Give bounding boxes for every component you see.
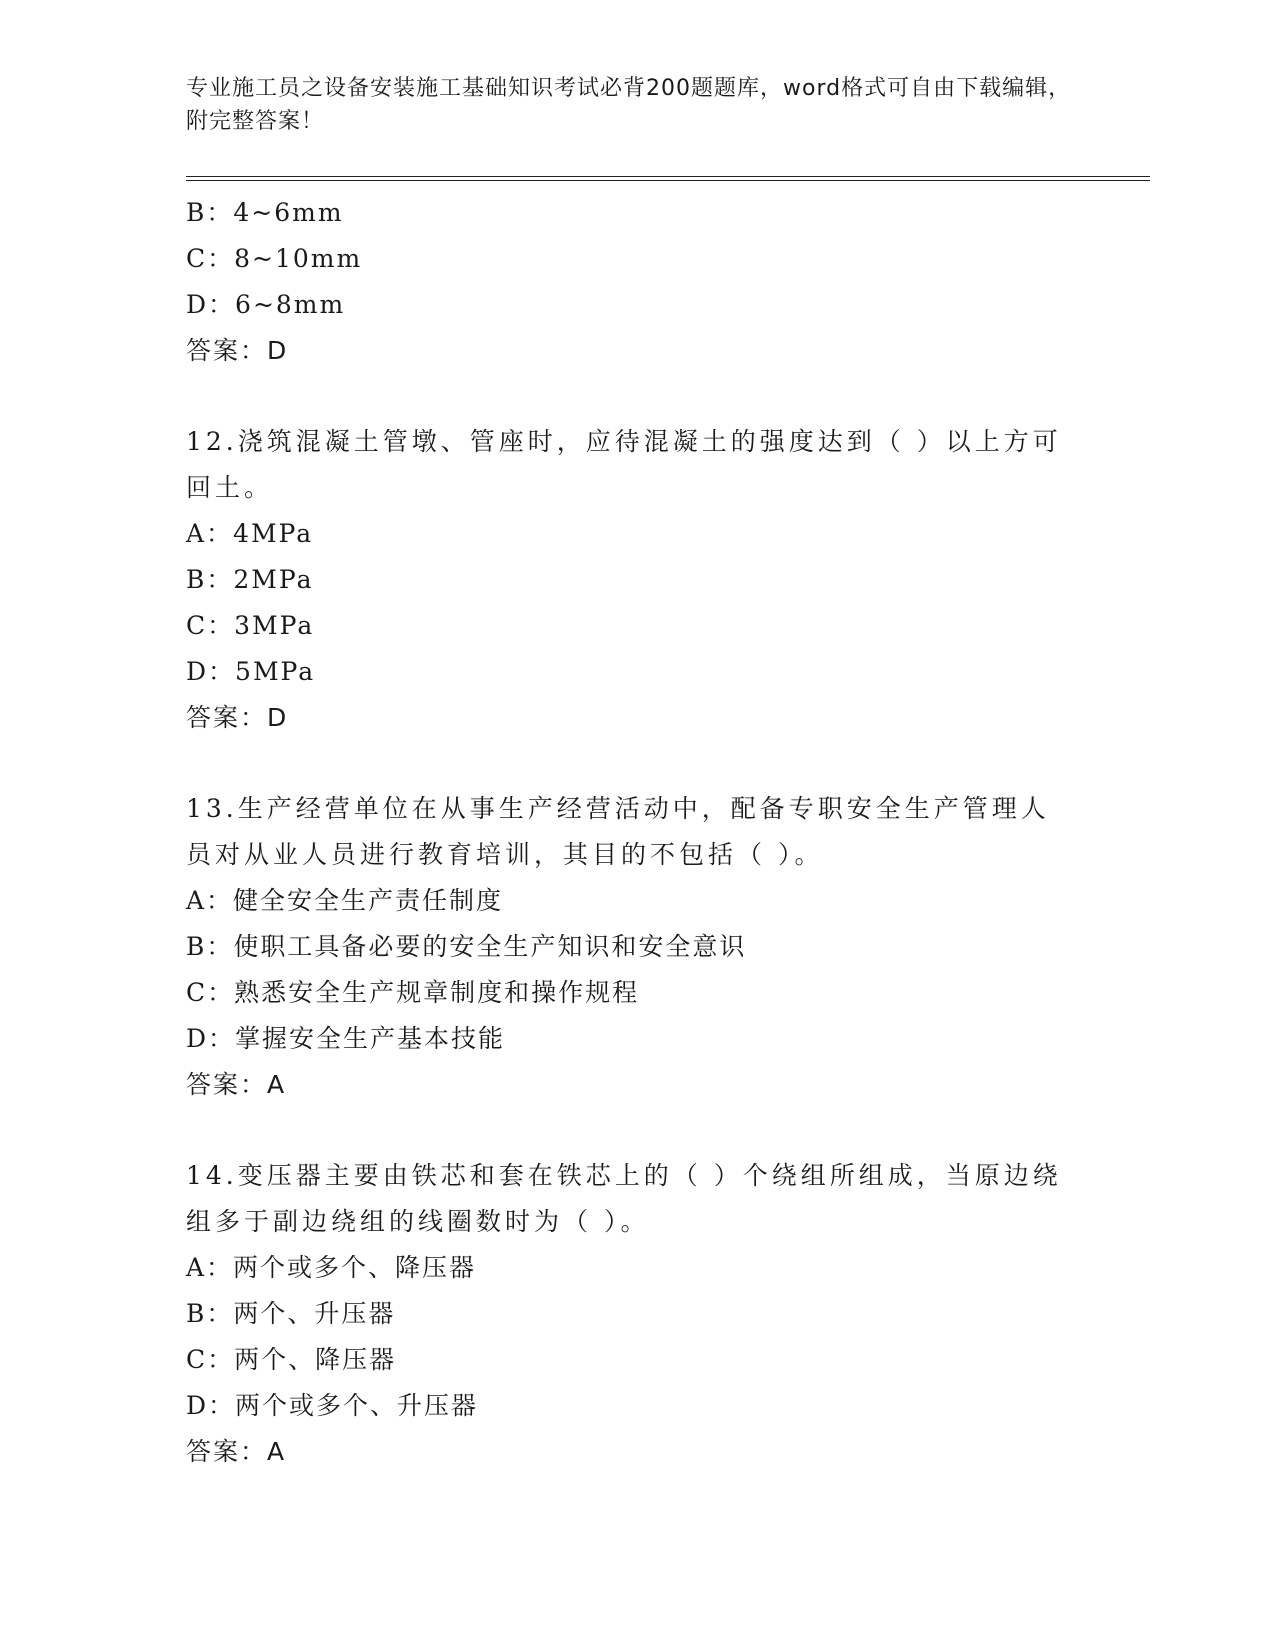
option-a: A：两个或多个、降压器 (186, 1253, 477, 1282)
option-b: B：2MPa (186, 565, 314, 594)
question-text: 13.生产经营单位在从事生产经营活动中，配备专职安全生产管理人员对从业人员进行教育培训，其目的不包括（ ）。 (186, 794, 1050, 869)
spacer (186, 741, 1086, 786)
spacer (186, 374, 1086, 419)
option-c: C：8~10mm (186, 244, 363, 273)
option-a: A：4MPa (186, 519, 314, 548)
question-text: 12.浇筑混凝土管墩、管座时，应待混凝土的强度达到（ ）以上方可回土。 (186, 427, 1062, 502)
document-body (186, 190, 1086, 1475)
header-divider (186, 176, 1150, 181)
question-text: 14.变压器主要由铁芯和套在铁芯上的（ ）个绕组所组成，当原边绕组多于副边绕组的线圈数时为（ ）。 (186, 1161, 1062, 1236)
option-c: C：3MPa (186, 611, 315, 640)
option-d: D：两个或多个、升压器 (186, 1391, 479, 1420)
answer-line: 答案：A (186, 1070, 287, 1099)
answer-line: 答案：D (186, 703, 289, 732)
option-b: B：使职工具备必要的安全生产知识和安全意识 (186, 932, 747, 961)
spacer (186, 1108, 1086, 1153)
option-b: B：4~6mm (186, 198, 344, 227)
question-12 (186, 419, 1086, 741)
previous-question-tail (186, 190, 1086, 374)
option-c: C：两个、降压器 (186, 1345, 397, 1374)
option-a: A：健全安全生产责任制度 (186, 886, 504, 915)
question-14 (186, 1153, 1086, 1475)
option-d: D：掌握安全生产基本技能 (186, 1024, 506, 1053)
document-header: 专业施工员之设备安装施工基础知识考试必背200题题库，word格式可自由下载编辑，附完整答案！ (186, 76, 1072, 134)
option-d: D：6~8mm (186, 290, 346, 319)
question-13 (186, 786, 1086, 1108)
answer-line: 答案：D (186, 336, 289, 365)
answer-line: 答案：A (186, 1437, 287, 1466)
option-c: C：熟悉安全生产规章制度和操作规程 (186, 978, 640, 1007)
option-d: D：5MPa (186, 657, 316, 686)
option-b: B：两个、升压器 (186, 1299, 396, 1328)
